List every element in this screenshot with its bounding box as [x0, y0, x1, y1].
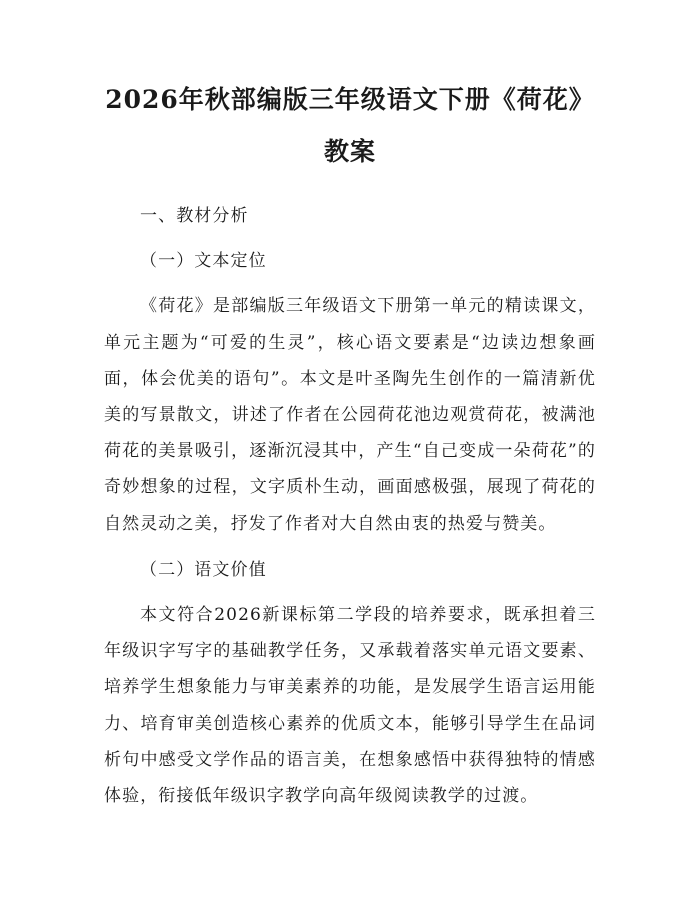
document-title: 2026年秋部编版三年级语文下册《荷花》教案	[105, 85, 595, 166]
paragraph-language-value: 本文符合2026新课标第二学段的培养要求，既承担着三年级识字写字的基础教学任务，又承载着落实单元语文要素、培养学生想象能力与审美素养的功能，是发展学生语言运用能力、培育审美创造核心素养的优质文本，能够引导学生在品词析句中感受文学作品的语言美，在想象感悟中获得独特的情感体验，衔接低年级识字教学向高年级阅读教学的过渡。	[104, 605, 596, 807]
paragraph-text-positioning: 《荷花》是部编版三年级语文下册第一单元的精读课文，单元主题为“可爱的生灵”，核心语文要素是“边读边想象画面，体会优美的语句”。本文是叶圣陶先生创作的一篇清新优美的写景散文，讲述了作者在公园荷花池边观赏荷花，被满池荷花的美景吸引，逐渐沉浸其中，产生“自己变成一朵荷花”的奇妙想象的过程，文字质朴生动，画面感极强，展现了荷花的自然灵动之美，抒发了作者对大自然由衷的热爱与赞美。	[104, 296, 596, 534]
subsection-heading-language-value: （二）语文价值	[140, 559, 267, 580]
subsection-heading-text-positioning: （一）文本定位	[140, 251, 267, 272]
section-heading-textbook-analysis: 一、教材分析	[140, 206, 249, 226]
